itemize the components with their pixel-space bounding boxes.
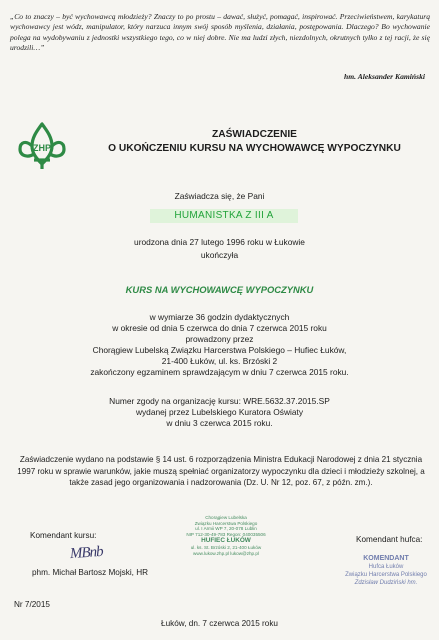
period-text: w okresie od dnia 5 czerwca do dnia 7 czerwca 2015 roku — [112, 323, 327, 333]
title-line-2: O UKOŃCZENIU KURSU NA WYCHOWAWCĘ WYPOCZYNKU — [108, 143, 401, 154]
district-stamp-line-2: Związku Harcerstwa Polskiego — [345, 572, 427, 578]
course-commander-label: Komendant kursu: — [30, 531, 97, 540]
motto-quote: „Co to znaczy – być wychowawcą młodzieży? Znaczy to po prostu – dawać, służyć, pomagać, inspirować. Przeciwieństwem, karykaturą wychowawcy jest wódz, manipulator, który narzuca innym swój sposób myślenia, działania, postępowania. Dlaczego? Bo wychowanie polega na wydobywaniu z jednostki wszystkiego tego, co w niej dobre. Nie ma ludzi złych, niezdolnych, okrutnych tylko z tej racji, że się urodzili…” — [10, 12, 430, 53]
address-text: 21-400 Łuków, ul. ks. Brzóski 2 — [161, 356, 278, 366]
stamp-line-2: Związku Harcerstwa Polskiego — [194, 520, 258, 526]
course-commander-signature: MBnb — [69, 543, 104, 563]
stamp-unit-name: HUFIEC ŁUKÓW — [201, 537, 251, 545]
place-and-date: Łuków, dn. 7 czerwca 2015 roku — [161, 619, 278, 628]
legal-basis-text: Zaświadczenie wydano na podstawie § 14 ust. 6 rozporządzenia Ministra Edukacji Narodowej z dnia 21 stycznia 1997 roku w sprawie warunków, jakie muszą spełniać organizatorzy wypoczynku dla dzieci i młodzieży szkolnej, a także zasad jego organizowania i nadzorowania (Dz. U. Nr 12, poz. 67, z późn. zm.). — [17, 455, 425, 488]
completed-text: ukończyła — [200, 250, 239, 260]
title-line-1: ZAŚWIADCZENIE — [212, 129, 297, 140]
logo-text: ZHP — [33, 143, 51, 153]
district-stamp-line-3: Zdzisław Dudziński hm. — [354, 580, 418, 586]
organizer-text: Chorągiew Lubelską Związku Harcerstwa Polskiego – Hufiec Łuków, — [92, 345, 347, 355]
certificate-number: Nr 7/2015 — [14, 600, 50, 609]
birth-text: urodzona dnia 27 lutego 1996 roku w Łukowie — [134, 237, 305, 247]
approval-number: Numer zgody na organizację kursu: WRE.5632.37.2015.SP — [109, 396, 330, 406]
district-stamp-line-1: Hufca Łuków — [368, 564, 404, 570]
course-name: KURS NA WYCHOWAWCĘ WYPOCZYNKU — [125, 284, 314, 295]
scout-lily-icon — [16, 120, 68, 172]
issued-date-text: w dniu 3 czerwca 2015 roku. — [166, 418, 273, 428]
certificate-title — [70, 128, 439, 156]
course-commander-name: phm. Michał Bartosz Mojski, HR — [32, 568, 149, 577]
district-commander-stamp — [336, 555, 436, 587]
certifies-text: Zaświadcza się, że Pani — [174, 191, 265, 201]
stamp-line-1: Chorągiew Lubelska — [205, 515, 247, 520]
stamp-line-4: NIP 712-30-49-783 Regon: 040035506 — [186, 531, 266, 537]
conducted-text: prowadzony przez — [185, 334, 254, 344]
organization-stamp — [178, 515, 274, 557]
recipient-name: HUMANISTKA Z III A — [150, 209, 298, 223]
stamp-line-5: ul. ks. St. Brzóski 2, 21-400 Łuków — [190, 545, 262, 551]
hours-text: w wymiarze 36 godzin dydaktycznych — [149, 312, 290, 322]
stamp-line-6: www.lukow.zhp.pl lukow@zhp.pl — [193, 550, 259, 556]
stamp-line-3: ul. I Armii WP 7, 20-078 Lublin — [195, 526, 257, 532]
district-stamp-title: KOMENDANT — [363, 555, 409, 562]
issued-by-text: wydanej przez Lubelskiego Kuratora Oświaty — [135, 407, 304, 417]
exam-text: zakończony egzaminem sprawdzającym w dniu 7 czerwca 2015 roku. — [90, 367, 349, 377]
motto-author: hm. Aleksander Kamiński — [344, 72, 425, 81]
district-commander-label: Komendant hufca: — [356, 535, 423, 544]
